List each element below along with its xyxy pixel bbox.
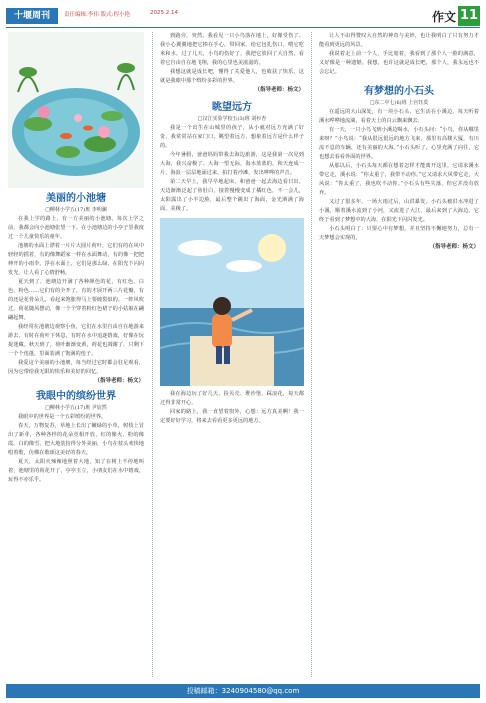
paragraph: 我想这就是成长吧，懂得了关爱他人，也收获了快乐，这就是我眼中那个缤纷多彩的世界。 bbox=[160, 69, 304, 84]
byline-stone: □东二中七(6)班 上官钰莫 bbox=[369, 100, 429, 106]
paragraph: 在我上学的路上，有一方美丽的小池塘，每次上学之前，我都会向小池塘张望一下。在小池塘边的小亭子里我度过一个儿童快乐的童年。 bbox=[8, 216, 144, 240]
byline-world: □柳林小学五(17)班 尹宸然 bbox=[45, 405, 107, 411]
paragraph: 从那以后，小石头每天都在想着怎样才能离开这里。它请求溪水带它走，溪水说：“你太重了，我带不动你。”它又请求大风带它走，大风说：“你太重了，我也吹不动你。”小石头有些失落，但它并没有放弃。 bbox=[319, 163, 479, 196]
article-title-world: 我眼中的缤纷世界 bbox=[36, 391, 116, 402]
column-divider bbox=[311, 32, 312, 677]
article-title-stone: 有梦想的小石头 bbox=[364, 86, 434, 97]
paragraph: 第二天早上，我早早地起床，和爸爸一起去海边看日出。天边渐渐泛起了鱼肚白，接着慢慢变成了橘红色，不一会儿，太阳露出了小半边脸，最后整个跳出了海面，金光洒满了海面，美极了。 bbox=[160, 179, 304, 212]
masthead: 十堰周刊 bbox=[6, 8, 58, 24]
article-body-stone bbox=[319, 108, 479, 243]
paragraph: 小石头明白了：只要心中有梦想，并且坚持不懈地努力，总有一天梦想会实现的。 bbox=[319, 226, 479, 241]
column-divider bbox=[152, 32, 153, 677]
paragraph: 又过了很多年，一场大雨过后，山洪暴发，小石头被洪水冲进了小溪，顺着溪水流到了小河，又流进了大江，最后来到了大海边。它终于看到了梦想中的大海，在阳光下闪闪发光。 bbox=[319, 199, 479, 223]
article-body-continued bbox=[160, 32, 304, 86]
teacher-note: （指导老师：杨文） bbox=[94, 378, 144, 384]
teacher-note: （指导老师：杨文） bbox=[254, 87, 304, 93]
editor-credits: 责任编辑:李伟 版式:程小艳 bbox=[64, 12, 130, 18]
paragraph: 让人不由得赞叹大自然的神奇与美妙，也让我明白了只有努力才能看到更远的风景。 bbox=[319, 33, 479, 48]
paragraph: 春天，万物复苏，草地上长出了嫩绿的小草，树枝上冒出了新芽，各种各样的花朵竞相开放，红的像火，粉的像霞，白的像雪，把大地装扮得分外美丽，小鸟在枝头欢快地唱着歌，仿佛在歌颂这美好的春天。 bbox=[8, 423, 144, 456]
header-rule bbox=[6, 27, 480, 28]
paragraph: 夏天，太阳火辣辣地照着大地，知了在树上不停地叫着，池塘里的荷花开了，亭亭玉立，小朋友们在水中嬉戏，玩得不亦乐乎。 bbox=[8, 459, 144, 483]
paragraph: 池塘的水面上漂着一片片大圆片荷叶，它们有的在风中轻轻的摇着，有的像舞蹈家一样在水面舞动，有的像一把把伸开的小雨伞，浮在水面上，它们是那么绿，在阳光下闪闪发光，让人看了心情舒畅。 bbox=[8, 243, 144, 276]
paragraph: 我在海边玩了好几天，捡贝壳、堆沙堡、踩浪花，每天都过得非常开心。 bbox=[160, 391, 304, 406]
paragraph: 到路旁，突然，我看见一只小鸟落在地上，好像受伤了。我小心翼翼地把它捧在手心，带回家，给它包扎伤口，喂它吃米和水。过了几天，小鸟的伤好了，我把它放回了大自然，看着它自由自在地飞翔，我的心里也美滋滋的。 bbox=[160, 33, 304, 66]
paragraph: 我经常在池塘边观察小鱼，它们在水里自由自在地游来游去，有时在荷叶下休息，有时在水中追逐嬉戏，好像在玩捉迷藏。秋天到了，荷叶渐渐变黄，荷花也凋谢了，只剩下一个个莲蓬，里面装满了饱满的莲子。 bbox=[8, 324, 144, 357]
article-body-pond bbox=[8, 215, 144, 377]
pond-illustration bbox=[8, 32, 144, 188]
boy-looking-illustration bbox=[160, 218, 304, 386]
teacher-note: （指导老师：杨文） bbox=[429, 244, 479, 250]
paragraph: 今年暑假，爸爸妈妈带我去海边旅游，这是我第一次见到大海，我兴奋极了。大海一望无际，海水蓝蓝的，和天连成一片，海浪一层层地涌过来，拍打着沙滩，发出哗哗的声音。 bbox=[160, 152, 304, 176]
submission-email: 投稿邮箱：3240904580@qq.com bbox=[6, 684, 480, 698]
paragraph: 在遥远的大山深处，有一块小石头，它生活在小溪边，每天听着溪水哗哗地流淌，看着天上的白云飘来飘去。 bbox=[319, 109, 479, 124]
page-number: 11 bbox=[458, 6, 480, 26]
column-left bbox=[8, 32, 144, 485]
page-footer bbox=[0, 680, 486, 703]
byline-pond: □柳林小学五(17)班 李明澜 bbox=[45, 207, 107, 213]
article-body-distance-a bbox=[160, 124, 304, 214]
paragraph: 我眼中的世界是一个五彩缤纷的世界。 bbox=[18, 414, 107, 420]
article-title-distance: 眺望远方 bbox=[212, 102, 252, 113]
section-title: 作文 bbox=[432, 10, 457, 24]
paragraph: 有一天，一只小鸟飞到小溪边喝水，小石头问：“小鸟，你从哪里来呀？”小鸟说：“我从很远很远的地方飞来，那里有高楼大厦，有川流不息的车辆，还有美丽的大海。”小石头听了，心里充满了向往，它也想去看看外面的世界。 bbox=[319, 127, 479, 160]
paragraph: 夏天到了，池塘边开满了各种颜色的花，有红色、白色、粉色……它们有的全开了，有的才展开两三片花瓣，有的还是花骨朵儿，看起来饱胀得马上要破裂似的。一阵风吹过，荷花随风摆动，像一个个穿着粉红色裙子的小姑娘在翩翩起舞。 bbox=[8, 279, 144, 321]
column-middle bbox=[160, 32, 304, 426]
page-header bbox=[0, 0, 486, 30]
paragraph: 回家的路上，我一直望着窗外，心想：远方真美啊！我一定要好好学习，将来去看看更多更远的地方。 bbox=[160, 409, 304, 424]
article-title-pond: 美丽的小池塘 bbox=[46, 193, 106, 204]
article-body-world bbox=[8, 413, 144, 485]
paragraph: 我是一个出生在山城里的孩子，从小就对远方充满了好奇，我常常站在家门口，眺望着远方，想象着远方是什么样子的。 bbox=[160, 125, 304, 149]
column-right bbox=[319, 32, 479, 252]
paragraph: 我爱这个美丽的小池塘，每当经过它时都会驻足观看，因为它带给我无限的快乐和美好的回忆。 bbox=[8, 360, 144, 375]
byline-distance: □汉江实验学校五(3)班 刘衫杏 bbox=[197, 116, 267, 122]
article-body-distance-b bbox=[160, 390, 304, 426]
issue-date: 2025.2.14 bbox=[150, 10, 178, 16]
article-body-continued bbox=[319, 32, 479, 77]
paragraph: 我说着走上前一个人，手比划着，我看到了那个人一脸的满意，又好像是一种遗憾。我想，也许这就是成长吧，那个人，我永远也不会忘记。 bbox=[319, 51, 479, 75]
